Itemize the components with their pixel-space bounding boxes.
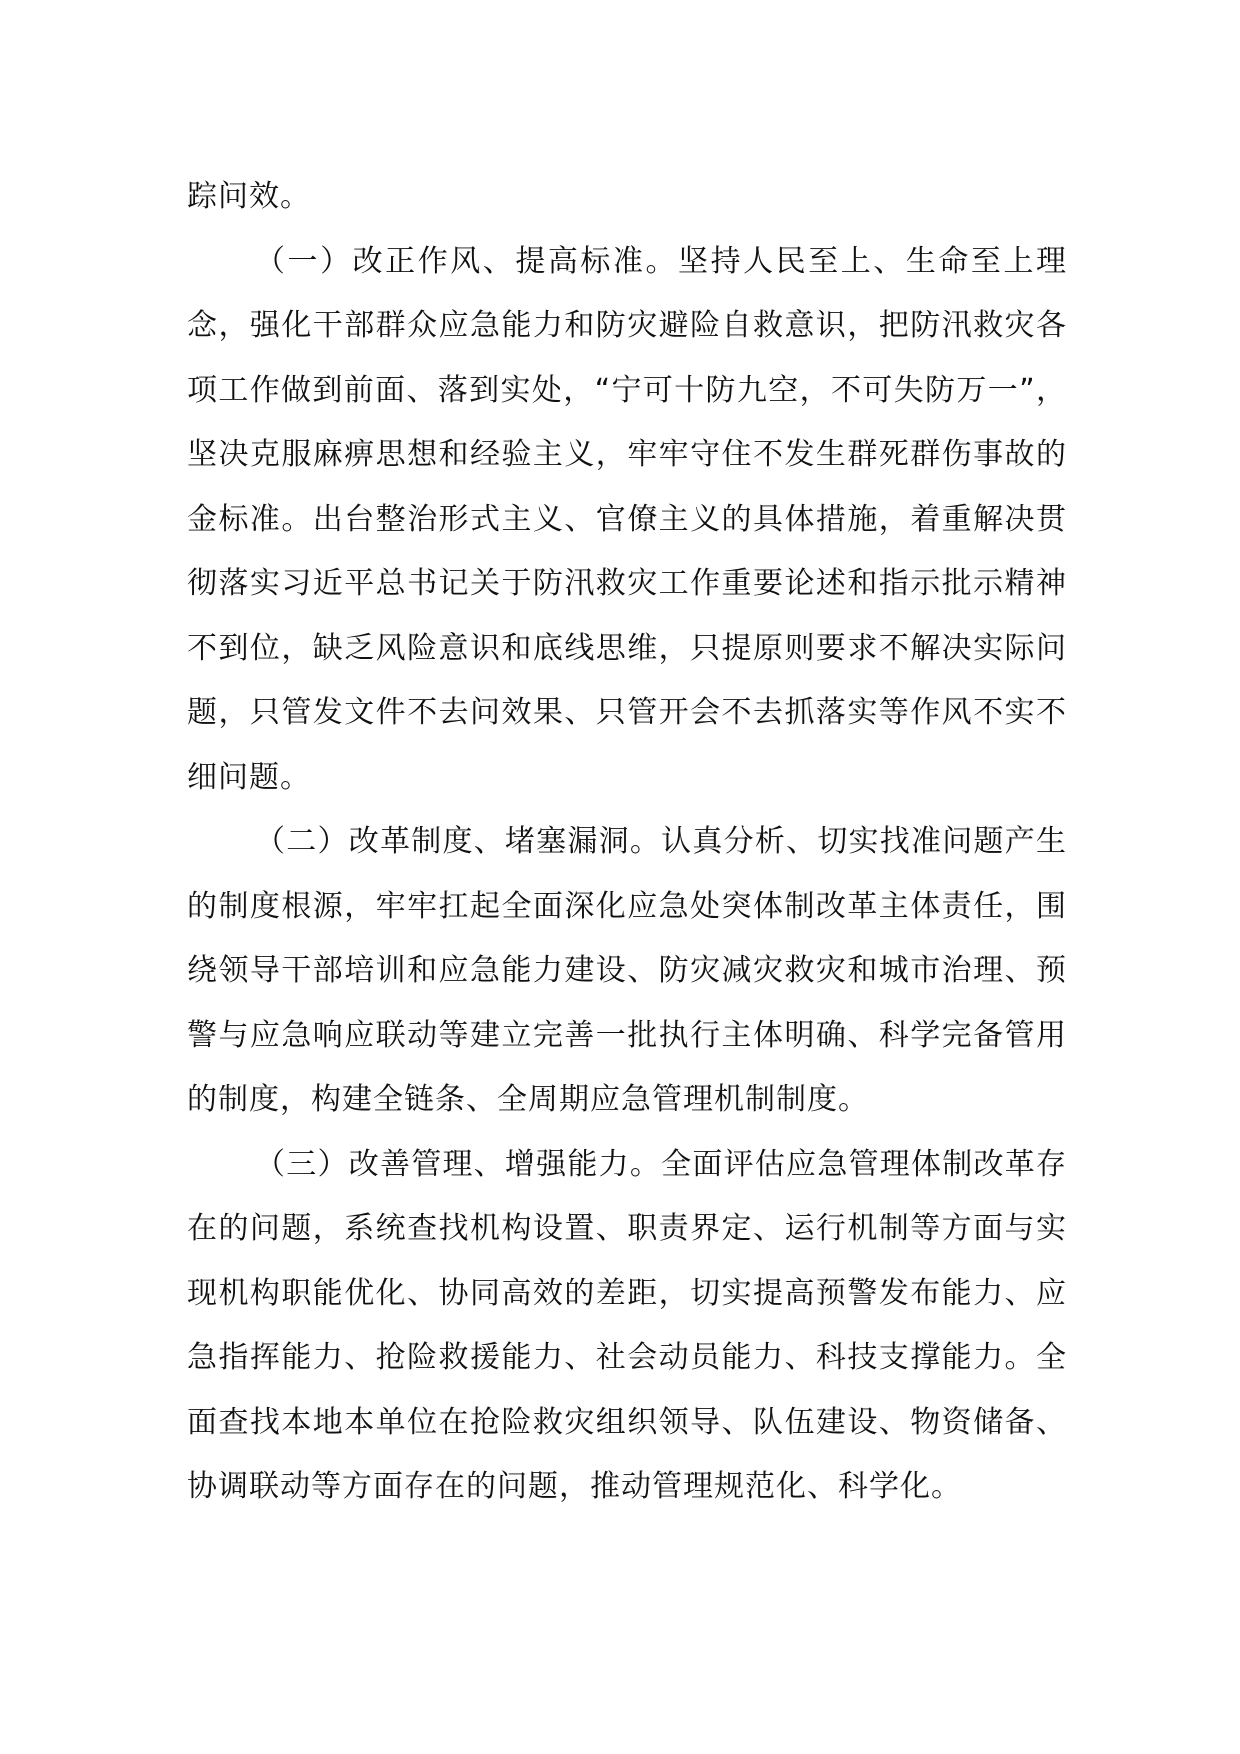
document-body: [187, 165, 1067, 1520]
paragraph-section-1: （一）改正作风、提高标准。坚持人民至上、生命至上理念，强化干部群众应急能力和防灾避险自救意识，把防汛救灾各项工作做到前面、落到实处，“宁可十防九空，不可失防万一”，坚决克服麻痹思想和经验主义，牢牢守住不发生群死群伤事故的金标准。出台整治形式主义、官僚主义的具体措施，着重解决贯彻落实习近平总书记关于防汛救灾工作重要论述和指示批示精神不到位，缺乏风险意识和底线思维，只提原则要求不解决实际问题，只管发文件不去问效果、只管开会不去抓落实等作风不实不细问题。: [187, 243, 1067, 795]
paragraph-section-2: （二）改革制度、堵塞漏洞。认真分析、切实找准问题产生的制度根源，牢牢扛起全面深化应急处突体制改革主体责任，围绕领导干部培训和应急能力建设、防灾减灾救灾和城市治理、预警与应急响应联动等建立完善一批执行主体明确、科学完备管用的制度，构建全链条、全周期应急管理机制制度。: [187, 824, 1067, 1117]
paragraph-section-3: （三）改善管理、增强能力。全面评估应急管理体制改革存在的问题，系统查找机构设置、职责界定、运行机制等方面与实现机构职能优化、协同高效的差距，切实提高预警发布能力、应急指挥能力、抢险救援能力、社会动员能力、科技支撑能力。全面查找本地本单位在抢险救灾组织领导、队伍建设、物资储备、协调联动等方面存在的问题，推动管理规范化、科学化。: [187, 1146, 1067, 1504]
paragraph-continuation: 踪问效。: [187, 179, 311, 214]
